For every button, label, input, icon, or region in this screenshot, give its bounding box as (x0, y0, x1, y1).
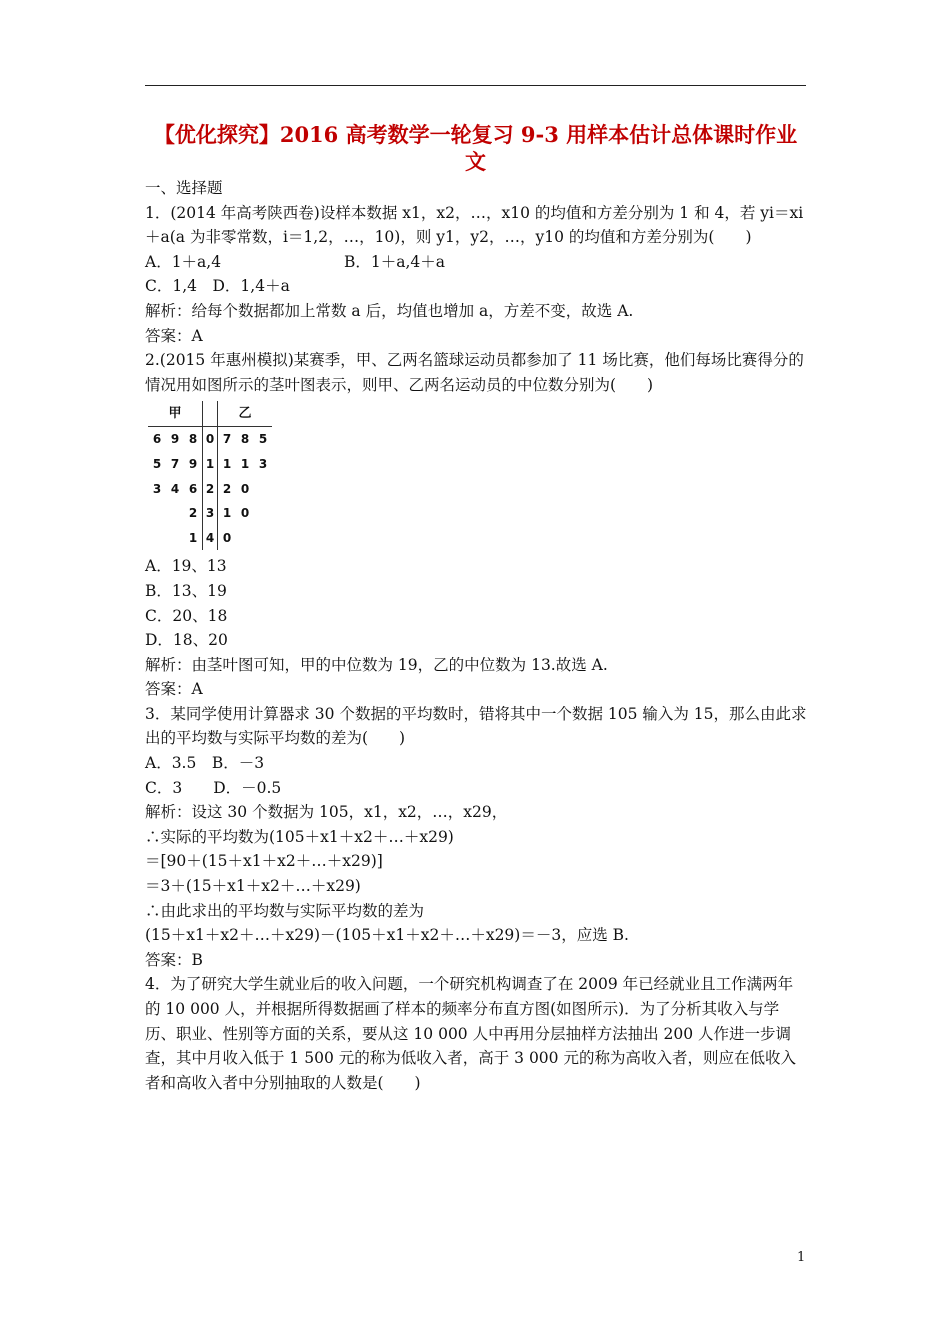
q1-answer: 答案：A (145, 326, 203, 345)
leaf-left: 3 (152, 481, 162, 496)
header-rule (145, 85, 806, 86)
leaf-right (254, 501, 272, 526)
document-body (145, 176, 808, 1095)
leaf-left: 2 (188, 506, 198, 521)
leaf-left (166, 501, 184, 526)
q2-option-d: D．18、20 (145, 631, 228, 650)
document-title (145, 121, 806, 175)
leaf-left: 7 (170, 456, 180, 471)
leaf-right: 1 (222, 506, 232, 521)
stem-leaf-right-header: 乙 (218, 401, 273, 427)
leaf-left: 6 (188, 481, 198, 496)
leaf-right: 0 (222, 530, 232, 545)
q3-analysis-line: ∴实际的平均数为(105＋x1＋x2＋…＋x29) (145, 827, 454, 846)
stem-leaf-left-header: 甲 (148, 401, 203, 427)
leaf-right (236, 526, 254, 551)
leaf-left: 4 (170, 481, 180, 496)
leaf-right: 1 (222, 456, 232, 471)
leaf-right: 3 (258, 456, 268, 471)
section-heading: 一、选择题 (145, 179, 223, 197)
title-line-2: 文 (465, 149, 486, 174)
stem-value: 2 (203, 477, 218, 502)
q3-analysis-line: 解析：设这 30 个数据为 105，x1，x2，…，x29， (145, 803, 508, 822)
q1-options-cd: C．1,4 D．1,4＋a (145, 277, 290, 296)
q3-stem: 3．某同学使用计算器求 30 个数据的平均数时，错将其中一个数据 105 输入为 15，那么由此求出的平均数与实际平均数的差为( ) (145, 704, 807, 748)
stem-value: 3 (203, 501, 218, 526)
q4-stem: 4．为了研究大学生就业后的收入问题，一个研究机构调查了在 2009 年已经就业且工作满两年的 10 000 人，并根据所得数据画了样本的频率分布直方图(如图所示)．为了分析其收入与学历、职业、性别等方面的关系，要从这 10 000 人中再用分层抽样方法抽出 200 人作进一步调查，其中月收入低于 1 500 元的称为低收入者，高于 3 000 元的称为高收入者，则应在低收入者和高收入者中分别抽取的人数是( ) (145, 975, 796, 1092)
leaf-right: 7 (222, 432, 232, 447)
stem-value: 0 (203, 427, 218, 452)
q2-answer: 答案：A (145, 680, 203, 699)
leaf-right: 2 (222, 481, 232, 496)
leaf-right: 0 (240, 506, 250, 521)
leaf-left: 9 (170, 432, 180, 447)
q3-answer: 答案：B (145, 950, 203, 969)
leaf-left: 8 (188, 432, 198, 447)
q2-option-b: B．13、19 (145, 581, 227, 600)
leaf-right: 0 (240, 481, 250, 496)
leaf-left: 5 (152, 456, 162, 471)
stem-leaf-row (148, 477, 272, 502)
leaf-right (254, 526, 272, 551)
stem-value: 4 (203, 526, 218, 551)
q1-option-a: A．1＋a,4 (145, 252, 222, 271)
leaf-right (254, 477, 272, 502)
stem-leaf-table (148, 401, 272, 550)
stem-leaf-header-stem (203, 401, 218, 427)
stem-leaf-row (148, 526, 272, 551)
q2-option-c: C．20、18 (145, 606, 228, 625)
q3-options-cd: C．3 D．－0.5 (145, 778, 282, 797)
leaf-left: 1 (188, 530, 198, 545)
q3-analysis-line: ∴由此求出的平均数与实际平均数的差为 (145, 901, 425, 920)
q1-options-ab (145, 250, 808, 275)
leaf-left: 9 (188, 456, 198, 471)
title-line-1: 【优化探究】2016 高考数学一轮复习 9-3 用样本估计总体课时作业 (153, 122, 798, 147)
leaf-right: 1 (240, 456, 250, 471)
stem-leaf-plot (148, 401, 303, 550)
leaf-left (148, 526, 166, 551)
q3-analysis-line: ＝[90＋(15＋x1＋x2＋…＋x29)] (145, 852, 383, 871)
page-number: 1 (797, 1250, 806, 1265)
leaf-left (148, 501, 166, 526)
q2-stem: 2.(2015 年惠州模拟)某赛季，甲、乙两名篮球运动员都参加了 11 场比赛，他们每场比赛得分的情况用如图所示的茎叶图表示，则甲、乙两名运动员的中位数分别为( ) (145, 351, 804, 394)
stem-leaf-row (148, 501, 272, 526)
stem-leaf-row (148, 452, 272, 477)
stem-leaf-header-row (148, 401, 272, 427)
q2-analysis: 解析：由茎叶图可知，甲的中位数为 19，乙的中位数为 13.故选 A. (145, 655, 608, 674)
leaf-left (166, 526, 184, 551)
q3-analysis-line: ＝3＋(15＋x1＋x2＋…＋x29) (145, 877, 361, 896)
leaf-left: 6 (152, 432, 162, 447)
q1-option-b: B．1＋a,4＋a (344, 252, 446, 271)
q3-options-ab: A．3.5 B．－3 (145, 754, 265, 773)
q3-analysis-line: (15＋x1＋x2＋…＋x29)－(105＋x1＋x2＋…＋x29)＝－3，应选 B. (145, 926, 629, 945)
q2-option-a: A．19、13 (145, 557, 227, 576)
stem-value: 1 (203, 452, 218, 477)
q1-analysis: 解析：给每个数据都加上常数 a 后，均值也增加 a，方差不变，故选 A. (145, 301, 634, 320)
leaf-right: 5 (258, 432, 268, 447)
leaf-right: 8 (240, 432, 250, 447)
q1-stem: 1．(2014 年高考陕西卷)设样本数据 x1，x2，…，x10 的均值和方差分别为 1 和 4，若 yi＝xi＋a(a 为非零常数，i＝1,2，…，10)，则 y1，y2，…，y10 的均值和方差分别为( ) (145, 203, 804, 247)
stem-leaf-row (148, 427, 272, 452)
